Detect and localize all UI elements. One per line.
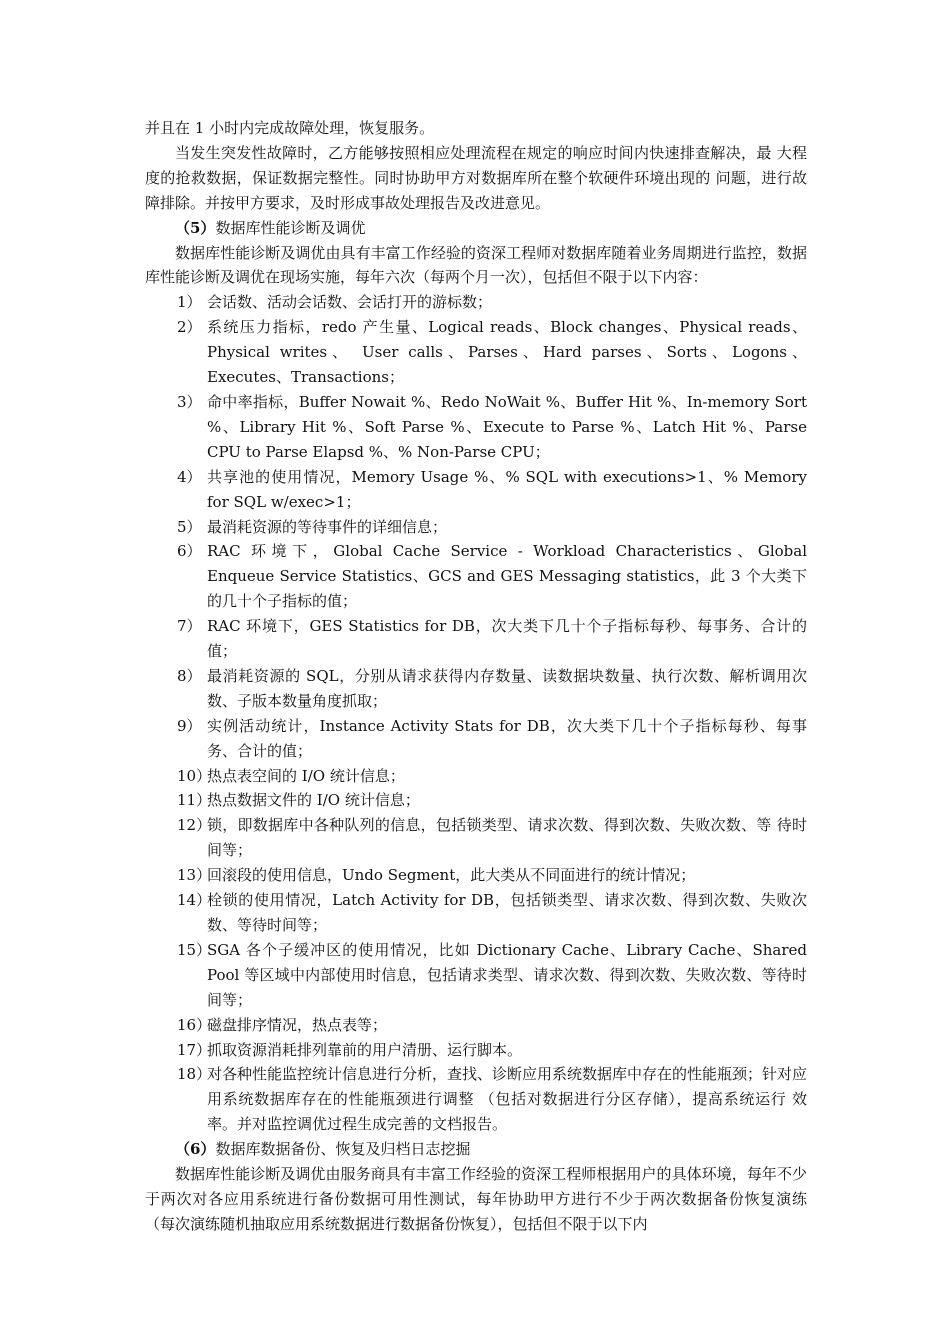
list-item-text: RAC 环境下，GES Statistics for DB，次大类下几十个子指标每秒、每事务、合计的值； [207, 617, 807, 661]
performance-item-list [145, 290, 807, 1137]
list-item-number: 8） [177, 666, 202, 685]
section-heading-5 [145, 216, 807, 241]
list-item-number: 3） [177, 392, 202, 411]
document-body [145, 116, 807, 1237]
section-number-6: （6） [175, 1140, 216, 1159]
list-item-number: 16） [177, 1015, 212, 1034]
list-item-text: SGA 各个子缓冲区的使用情况，比如 Dictionary Cache、Library Cache、Shared Pool 等区域中内部使用时信息，包括请求类型、请求次数、得到次数、失败次数、等待时间等； [207, 940, 807, 1009]
list-item-text: 最消耗资源的等待事件的详细信息； [207, 517, 448, 536]
list-item-text: 命中率指标，Buffer Nowait %、Redo NoWait %、Buffer Hit %、In-memory Sort %、Library Hit %、Soft Parse %、Execute to Parse %、Latch Hit %、Parse CPU to Parse Elapsd %、% Non-Parse CPU； [207, 392, 807, 461]
list-item-number: 6） [177, 542, 202, 561]
list-item-text: 会话数、活动会话数、会话打开的游标数； [207, 293, 493, 312]
list-item [145, 788, 807, 813]
list-item-text: 回滚段的使用信息，Undo Segment，此大类从不同面进行的统计情况； [207, 866, 696, 885]
list-item-number: 18） [177, 1065, 212, 1084]
list-item [145, 539, 807, 614]
section-number-5: （5） [175, 218, 216, 237]
list-item-number: 11） [177, 791, 212, 810]
list-item-number: 13） [177, 866, 212, 885]
list-item-number: 15） [177, 940, 212, 959]
list-item-number: 17） [177, 1040, 212, 1059]
list-item-number: 2） [177, 318, 202, 337]
paragraph-recovery-time: 并且在 1 小时内完成故障处理，恢复服务。 [145, 119, 435, 137]
list-item-text: 热点数据文件的 I/O 统计信息； [207, 791, 420, 810]
list-item-text: 实例活动统计，Instance Activity Stats for DB，次大类下几十个子指标每秒、每事务、合计的值； [207, 716, 807, 760]
list-item [145, 290, 807, 315]
list-item [145, 888, 807, 938]
list-item-number: 9） [177, 716, 202, 735]
list-item-number: 1） [177, 293, 202, 312]
section-heading-6 [145, 1137, 807, 1162]
list-item-text: 热点表空间的 I/O 统计信息； [207, 766, 405, 785]
list-item [145, 390, 807, 465]
list-item [145, 1062, 807, 1137]
list-item [145, 315, 807, 390]
list-item [145, 1013, 807, 1038]
list-item-number: 5） [177, 517, 202, 536]
paragraph-performance-intro: 数据库性能诊断及调优由具有丰富工作经验的资深工程师对数据库随着业务周期进行监控，数据库性能诊断及调优在现场实施，每年六次（每两个月一次），包括但不限于以下内容： [145, 243, 807, 287]
list-item-text: 栓锁的使用情况，Latch Activity for DB，包括锁类型、请求次数、得到次数、失败次 数、等待时间等； [207, 891, 807, 934]
list-item [145, 764, 807, 789]
list-item [145, 1038, 807, 1063]
list-item-number: 12） [177, 816, 212, 835]
list-item [145, 515, 807, 540]
list-item-text: 抓取资源消耗排列靠前的用户清册、运行脚本。 [207, 1040, 523, 1059]
list-item-number: 4） [177, 467, 202, 486]
list-item-number: 7） [177, 617, 202, 636]
list-item [145, 614, 807, 664]
list-item-text: 系统压力指标，redo 产生量、Logical reads、Block changes、Physical reads、Physical writes、 User calls、Parses、Hard parses、Sorts、Logons、Executes、Transactions； [207, 318, 807, 387]
list-item-text: 共享池的使用情况，Memory Usage %、% SQL with executions>1、% Memory for SQL w/exec>1； [207, 467, 807, 511]
list-item [145, 813, 807, 863]
list-item-text: 锁，即数据库中各种队列的信息，包括锁类型、请求次数、得到次数、失败次数、等 待时间等； [207, 816, 807, 860]
list-item-text: 对各种性能监控统计信息进行分析，查找、诊断应用系统数据库中存在的性能瓶颈；针对应用系统数据库存在的性能瓶颈进行调整 （包括对数据进行分区存储），提高系统运行 效率。并对监控调优过程生成完善的文档报告。 [207, 1065, 808, 1134]
list-item-text: 最消耗资源的 SQL，分别从请求获得内存数量、读数据块数量、执行次数、解析调用次数、子版本数量角度抓取； [207, 666, 807, 710]
list-item-text: 磁盘排序情况，热点表等； [207, 1015, 388, 1034]
section-title-6: 数据库数据备份、恢复及归档日志挖掘 [215, 1140, 471, 1159]
list-item [145, 714, 807, 764]
list-item [145, 465, 807, 515]
paragraph-emergency-fault: 当发生突发性故障时，乙方能够按照相应处理流程在规定的响应时间内快速排查解决，最 大程度的抢救数据，保证数据完整性。同时协助甲方对数据库所在整个软硬件环境出现的 问题，进行故障排除。并按甲方要求，及时形成事故处理报告及改进意见。 [145, 143, 807, 212]
list-item [145, 664, 807, 714]
list-item-number: 10） [177, 766, 212, 785]
list-item [145, 863, 807, 888]
list-item-number: 14） [177, 891, 212, 910]
paragraph-backup-intro: 数据库性能诊断及调优由服务商具有丰富工作经验的资深工程师根据用户的具体环境，每年不少于两次对各应用系统进行备份数据可用性测试，每年协助甲方进行不少于两次数据备份恢复演练 （每次演练随机抽取应用系统数据进行数据备份恢复），包括但不限于以下内 [145, 1165, 807, 1233]
list-item [145, 938, 807, 1013]
list-item-text: RAC 环境下，Global Cache Service - Workload Characteristics、Global Enqueue Service Statistics、GCS and GES Messaging statistics，此 3 个大类下的几十个子指标的值； [207, 542, 807, 611]
section-title-5: 数据库性能诊断及调优 [215, 218, 366, 237]
